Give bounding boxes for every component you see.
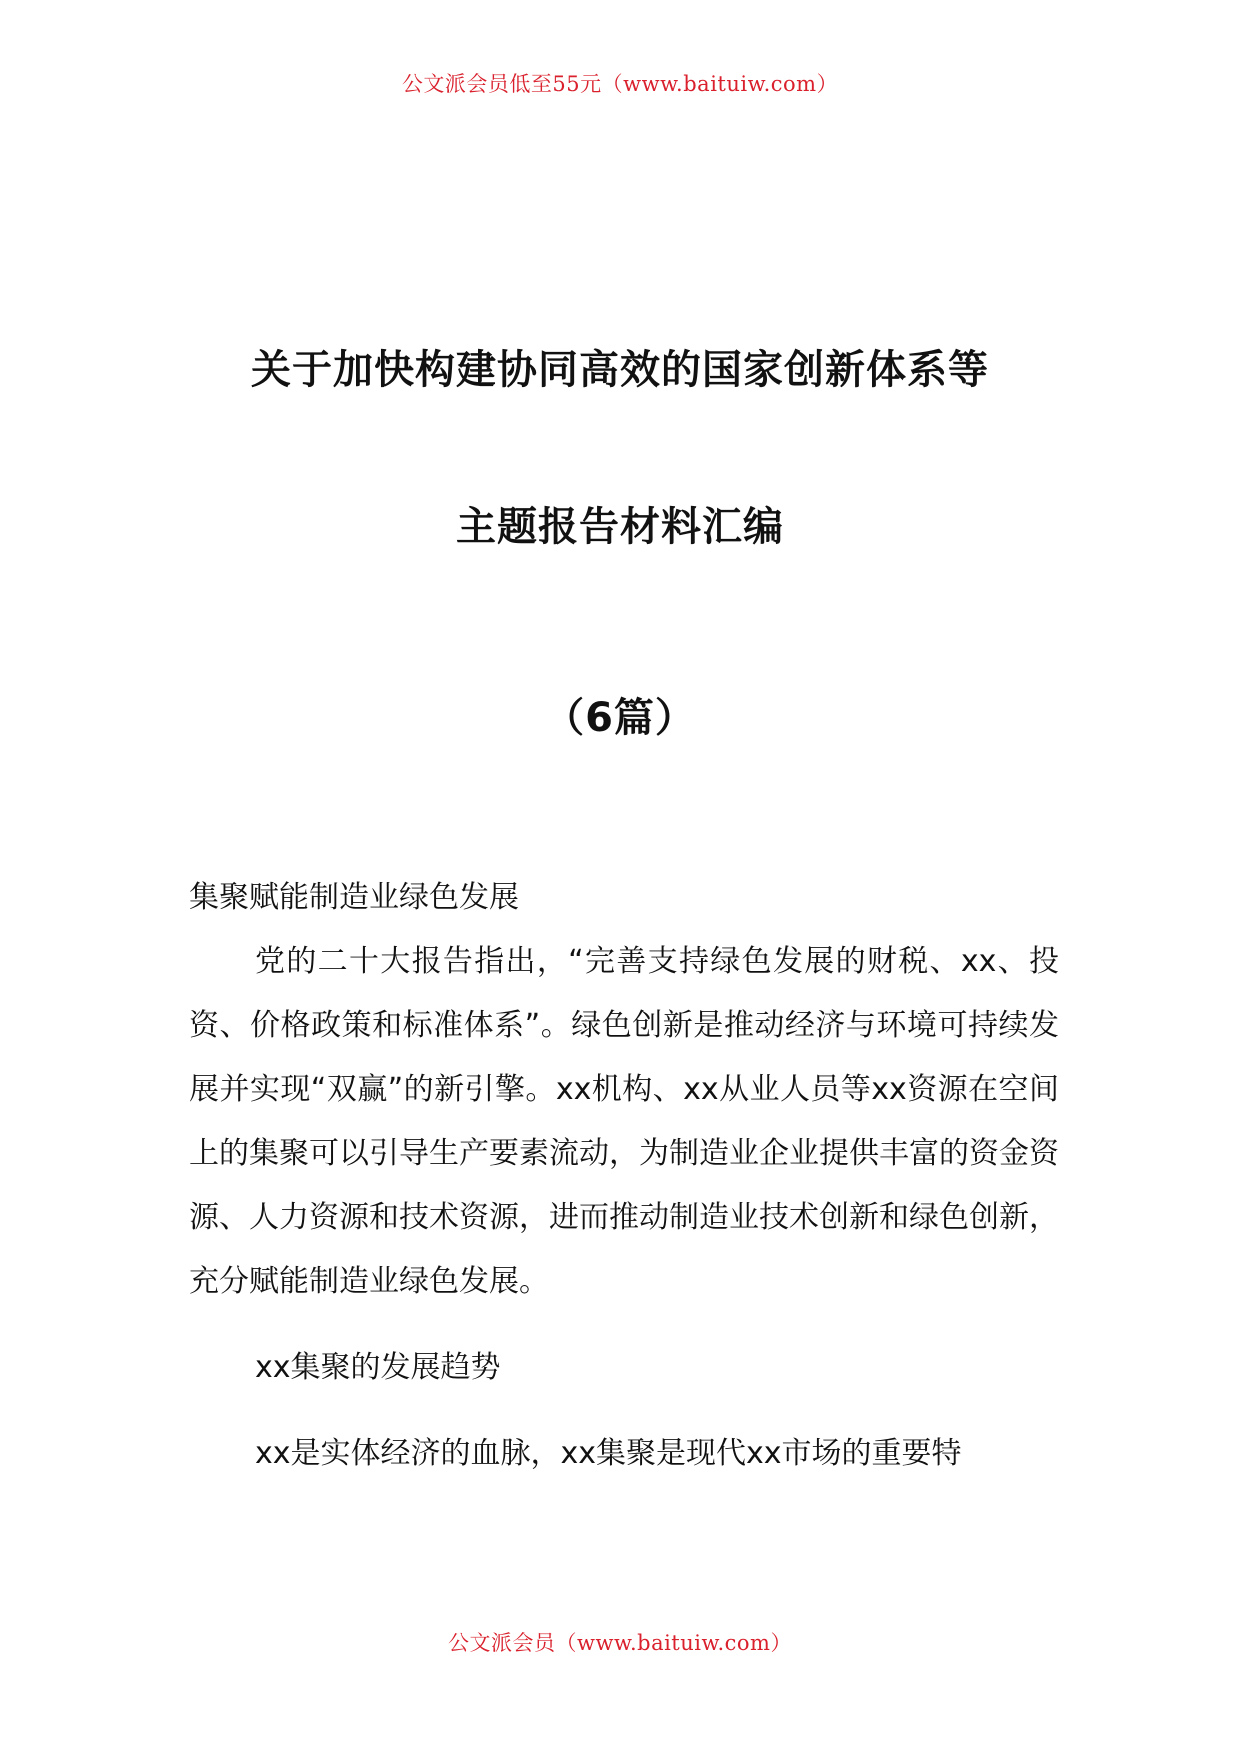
footer-watermark: 公文派会员（www.baituiw.com）: [448, 1631, 792, 1655]
header-watermark: 公文派会员低至55元（www.baituiw.com）: [401, 72, 839, 96]
section-heading: 集聚赋能制造业绿色发展: [189, 880, 519, 915]
document-title-line-1: 关于加快构建协同高效的国家创新体系等: [251, 347, 989, 393]
document-body: [189, 866, 1059, 1486]
document-count-label: （6篇）: [544, 695, 696, 741]
subheading-1: xx集聚的发展趋势: [255, 1350, 501, 1385]
paragraph-2: xx是实体经济的血脉，xx集聚是现代xx市场的重要特: [255, 1436, 962, 1471]
paragraph-1: 党的二十大报告指出，“完善支持绿色发展的财税、xx、投资、价格政策和标准体系”。绿色创新是推动经济与环境可持续发展并实现“双赢”的新引擎。xx机构、xx从业人员等xx资源在空间上的集聚可以引导生产要素流动，为制造业企业提供丰富的资金资源、人力资源和技术资源，进而推动制造业技术创新和绿色创新，充分赋能制造业绿色发展。: [189, 944, 1059, 1299]
document-title-line-2: 主题报告材料汇编: [456, 504, 784, 550]
